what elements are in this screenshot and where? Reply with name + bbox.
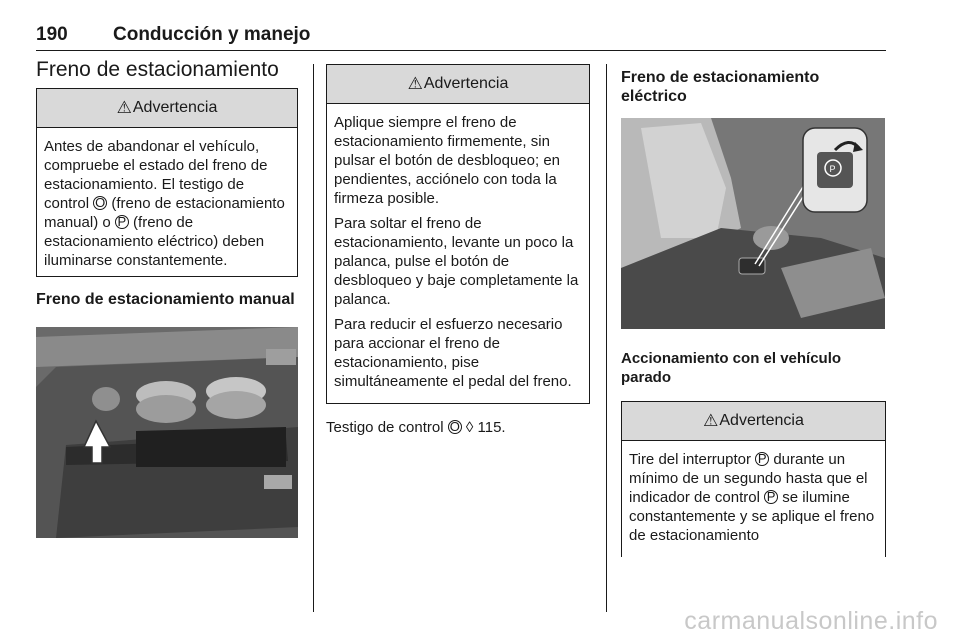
warning-box [36,88,298,277]
warning-text: durante un mínimo de un segundo hasta que el indicador de control [629,451,868,506]
brake-warning-icon: O [449,419,460,434]
warning-header [37,89,297,128]
warning-text: se ilumine constantemente y se aplique el freno de estacionamiento [629,489,875,544]
page-number: 190 [36,24,68,45]
watermark: carmanualsonline.info [684,607,938,635]
electric-brake-illustration [621,118,885,329]
reference-text: Testigo de control [326,419,444,436]
warning-header [327,65,589,104]
warning-triangle-icon: ⚠ [407,74,423,93]
warning-text: (freno de estacionamiento eléctrico) deben iluminarse constantemente. [44,214,265,269]
warning-triangle-icon: ⚠ [116,98,132,117]
electric-brake-figure [621,118,885,329]
warning-text: (freno de estacionamiento manual) o [44,195,285,231]
subheading-manual-brake: Freno de estacionamiento manual [36,291,295,308]
chapter-title: Conducción y manejo [113,24,311,45]
reference-line [326,418,590,437]
warning-heading: Advertencia [132,99,218,116]
warning-paragraph: Para reducir el esfuerzo necesario para accionar el freno de estacionamiento, pise simultáneamente el pedal del freno. [334,316,572,390]
warning-heading: Advertencia [719,412,804,429]
parking-brake-icon: P [764,490,778,504]
manual-brake-illustration [36,327,298,538]
warning-heading: Advertencia [423,75,509,92]
subheading-electric-brake: Freno de estacionamiento eléctrico [621,69,820,105]
warning-body [327,104,589,403]
warning-body [37,128,297,276]
warning-text: Tire del interruptor [629,451,751,468]
warning-body [622,441,885,557]
page-ref-icon: ◊ [465,419,474,436]
column-2 [326,64,590,437]
section-title: Freno de estacionamiento [36,58,279,81]
warning-triangle-icon: ⚠ [703,411,719,430]
reference-page[interactable]: 115. [477,419,506,436]
page-header [36,24,886,51]
warning-paragraph: Aplique siempre el freno de estacionamiento firmemente, sin pulsar el botón de desbloqueo; en pendientes, acciónelo con toda la firmeza posible. [334,114,561,207]
warning-text: Antes de abandonar el vehículo, compruebe el estado del freno de estacionamiento. El testigo de control [44,138,268,212]
brake-warning-icon: O [95,195,106,210]
parking-brake-switch-icon: P [755,452,769,466]
parking-brake-icon: P [115,215,129,229]
column-3 [621,64,886,557]
warning-box [621,401,886,557]
column-divider [313,64,314,612]
manual-brake-figure [36,327,298,538]
warning-header [622,402,885,441]
warning-box [326,64,590,404]
column-1 [36,58,298,538]
warning-paragraph: Para soltar el freno de estacionamiento, levante un poco la palanca, pulse el botón de desbloqueo y baje completamente la palanca. [334,215,579,308]
column-divider [606,64,607,612]
svg-text:P: P [829,164,836,174]
subheading-parked-operation: Accionamiento con el vehículo parado [621,350,842,386]
